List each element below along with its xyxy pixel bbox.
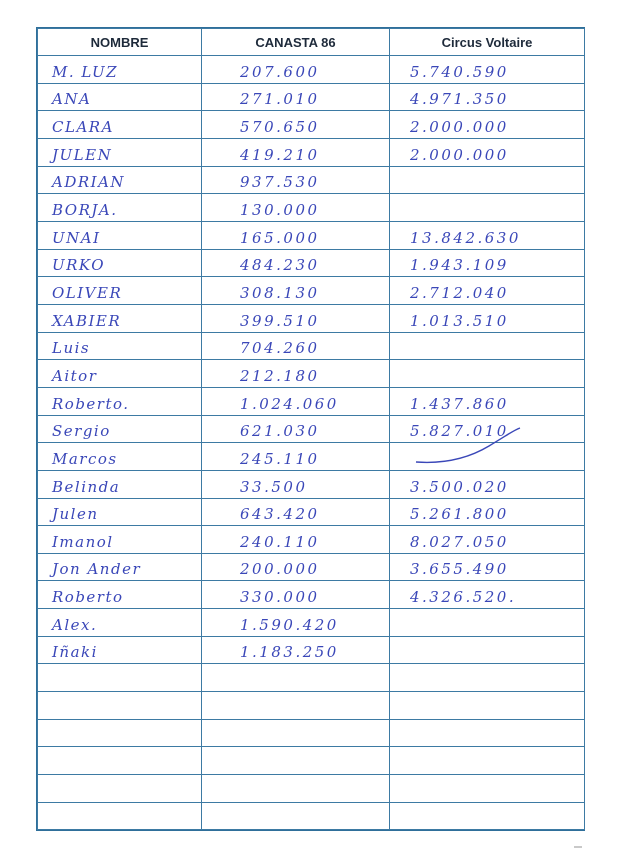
circus-cell-value: [390, 671, 410, 689]
circus-cell-value: [390, 339, 410, 357]
circus-cell-value: [390, 367, 410, 385]
table-row: [38, 470, 585, 498]
name-cell-value: JULEN: [52, 145, 113, 164]
canasta-cell: [202, 56, 390, 84]
circus-cell: [390, 138, 585, 166]
circus-cell-value: 8.027.050: [410, 532, 509, 551]
canasta-cell-value: 704.260: [240, 339, 320, 358]
canasta-cell-value: 130.000: [240, 200, 320, 219]
circus-cell: [390, 692, 585, 720]
circus-cell: [390, 332, 585, 360]
table-row: [38, 56, 585, 84]
circus-cell: [390, 719, 585, 747]
circus-cell: [390, 249, 585, 277]
circus-cell-value: [390, 782, 410, 800]
canasta-cell: [202, 83, 390, 111]
canasta-cell: [202, 138, 390, 166]
circus-cell: [390, 360, 585, 388]
circus-cell: [390, 277, 585, 305]
canasta-cell-value: 419.210: [240, 145, 320, 164]
name-cell-value: Jon Ander: [52, 560, 142, 579]
canasta-cell: [202, 553, 390, 581]
circus-cell-value: [390, 699, 410, 717]
header-nombre: NOMBRE: [38, 29, 202, 56]
canasta-cell: [202, 111, 390, 139]
table-row: [38, 221, 585, 249]
name-cell: [38, 636, 202, 664]
circus-cell: [390, 526, 585, 554]
canasta-cell: [202, 277, 390, 305]
name-cell-value: [38, 754, 52, 772]
name-cell-value: M. LUZ: [52, 62, 119, 81]
name-cell-value: OLIVER: [52, 283, 123, 302]
canasta-cell-value: 308.130: [240, 283, 320, 302]
name-cell: [38, 360, 202, 388]
circus-cell-value: 5.827.010: [410, 422, 509, 441]
circus-cell-value: 13.842.630: [410, 228, 521, 247]
name-cell-value: URKO: [52, 256, 106, 275]
name-cell: [38, 470, 202, 498]
canasta-cell-value: 271.010: [240, 90, 320, 109]
name-cell-value: Roberto.: [52, 394, 130, 413]
circus-cell-value: [390, 643, 410, 661]
circus-cell-value: 1.437.860: [410, 394, 509, 413]
name-cell: [38, 221, 202, 249]
canasta-cell: [202, 581, 390, 609]
table-row: [38, 775, 585, 803]
name-cell: [38, 719, 202, 747]
canasta-cell-value: [202, 809, 240, 827]
name-cell-value: Iñaki: [52, 643, 98, 662]
circus-cell-value: [390, 616, 410, 634]
canasta-cell: [202, 194, 390, 222]
canasta-cell-value: 937.530: [240, 173, 320, 192]
name-cell-value: Marcos: [52, 449, 118, 468]
name-cell: [38, 304, 202, 332]
circus-cell-value: 3.500.020: [410, 477, 509, 496]
table-row: [38, 332, 585, 360]
name-cell: [38, 609, 202, 637]
name-cell: [38, 138, 202, 166]
circus-cell-value: 2.712.040: [410, 283, 509, 302]
canasta-cell-value: 330.000: [240, 588, 320, 607]
header-row: [38, 29, 585, 56]
circus-cell: [390, 304, 585, 332]
name-cell-value: BORJA.: [52, 200, 118, 219]
canasta-cell: [202, 304, 390, 332]
canasta-cell: [202, 443, 390, 471]
canasta-cell-value: 240.110: [240, 532, 320, 551]
circus-cell-value: [390, 809, 410, 827]
circus-cell-value: 4.326.520.: [410, 588, 517, 607]
canasta-cell: [202, 166, 390, 194]
canasta-cell-value: [202, 782, 240, 800]
table-row: [38, 83, 585, 111]
name-cell-value: [38, 671, 52, 689]
name-cell-value: [38, 699, 52, 717]
table-row: [38, 138, 585, 166]
canasta-cell: [202, 415, 390, 443]
circus-cell: [390, 194, 585, 222]
circus-cell: [390, 636, 585, 664]
name-cell: [38, 747, 202, 775]
name-cell: [38, 332, 202, 360]
name-cell: [38, 415, 202, 443]
canasta-cell-value: 33.500: [240, 477, 308, 496]
circus-cell: [390, 221, 585, 249]
table-row: [38, 802, 585, 830]
name-cell-value: Belinda: [52, 477, 121, 496]
name-cell-value: Imanol: [52, 532, 114, 551]
table-row: [38, 747, 585, 775]
page-mark: [574, 846, 582, 848]
canasta-cell: [202, 719, 390, 747]
name-cell-value: [38, 809, 52, 827]
canasta-cell-value: 1.024.060: [240, 394, 339, 413]
circus-cell-value: 1.013.510: [410, 311, 509, 330]
name-cell: [38, 581, 202, 609]
canasta-cell-value: [202, 726, 240, 744]
name-cell: [38, 56, 202, 84]
name-cell: [38, 194, 202, 222]
canasta-cell-value: 207.600: [240, 62, 320, 81]
circus-cell-value: [390, 754, 410, 772]
canasta-cell-value: 212.180: [240, 366, 320, 385]
canasta-cell: [202, 360, 390, 388]
name-cell: [38, 498, 202, 526]
table-row: [38, 194, 585, 222]
canasta-cell: [202, 470, 390, 498]
circus-cell: [390, 802, 585, 830]
name-cell: [38, 166, 202, 194]
canasta-cell-value: 1.590.420: [240, 615, 339, 634]
canasta-cell-value: 200.000: [240, 560, 320, 579]
name-cell-value: Alex.: [52, 615, 98, 634]
name-cell: [38, 387, 202, 415]
circus-cell: [390, 775, 585, 803]
name-cell-value: Aitor: [52, 366, 98, 385]
circus-cell: [390, 387, 585, 415]
name-cell-value: XABIER: [52, 311, 122, 330]
name-cell-value: ADRIAN: [52, 173, 126, 192]
header-canasta-86: CANASTA 86: [202, 29, 390, 56]
canasta-cell: [202, 775, 390, 803]
table-row: [38, 581, 585, 609]
circus-cell-value: 1.943.109: [410, 256, 509, 275]
name-cell: [38, 277, 202, 305]
canasta-cell: [202, 692, 390, 720]
canasta-cell: [202, 332, 390, 360]
circus-cell: [390, 470, 585, 498]
table-row: [38, 636, 585, 664]
canasta-cell: [202, 609, 390, 637]
strike-scribble: [414, 424, 524, 468]
name-cell: [38, 83, 202, 111]
canasta-cell-value: 643.420: [240, 505, 320, 524]
circus-cell-value: [390, 450, 410, 468]
name-cell: [38, 553, 202, 581]
circus-cell-value: 5.261.800: [410, 505, 509, 524]
circus-cell: [390, 83, 585, 111]
name-cell-value: Roberto: [52, 588, 124, 607]
table-row: [38, 277, 585, 305]
circus-cell: [390, 553, 585, 581]
circus-cell: [390, 581, 585, 609]
table-row: [38, 360, 585, 388]
circus-cell-value: 3.655.490: [410, 560, 509, 579]
canasta-cell: [202, 221, 390, 249]
table-row: [38, 166, 585, 194]
name-cell-value: UNAI: [52, 228, 101, 247]
canasta-cell-value: 484.230: [240, 256, 320, 275]
table-row: [38, 249, 585, 277]
canasta-cell-value: 621.030: [240, 422, 320, 441]
table-row: [38, 553, 585, 581]
header-circus-voltaire: Circus Voltaire: [390, 29, 585, 56]
circus-cell: [390, 166, 585, 194]
circus-cell-value: 5.740.590: [410, 62, 509, 81]
table-row: [38, 719, 585, 747]
circus-cell: [390, 747, 585, 775]
canasta-cell-value: [202, 699, 240, 717]
canasta-cell: [202, 387, 390, 415]
name-cell-value: Luis: [52, 339, 91, 358]
canasta-cell: [202, 747, 390, 775]
canasta-cell-value: 399.510: [240, 311, 320, 330]
canasta-cell-value: 165.000: [240, 228, 320, 247]
canasta-cell: [202, 664, 390, 692]
table-row: [38, 609, 585, 637]
name-cell-value: CLARA: [52, 117, 114, 136]
circus-cell-value: [390, 201, 410, 219]
circus-cell-value: 4.971.350: [410, 90, 509, 109]
table-row: [38, 387, 585, 415]
name-cell-value: Sergio: [52, 422, 111, 441]
table-row: [38, 304, 585, 332]
table-row: [38, 111, 585, 139]
canasta-cell: [202, 802, 390, 830]
name-cell-value: ANA: [52, 90, 92, 109]
name-cell: [38, 692, 202, 720]
name-cell-value: [38, 726, 52, 744]
table-row: [38, 692, 585, 720]
canasta-cell-value: 1.183.250: [240, 643, 339, 662]
name-cell: [38, 802, 202, 830]
circus-cell: [390, 664, 585, 692]
canasta-cell: [202, 636, 390, 664]
name-cell: [38, 443, 202, 471]
canasta-cell-value: 245.110: [240, 449, 320, 468]
circus-cell-value: [390, 173, 410, 191]
name-cell: [38, 526, 202, 554]
circus-cell-value: 2.000.000: [410, 117, 509, 136]
name-cell: [38, 775, 202, 803]
name-cell: [38, 111, 202, 139]
circus-cell-value: [390, 726, 410, 744]
canasta-cell-value: 570.650: [240, 117, 320, 136]
name-cell-value: Julen: [52, 505, 99, 524]
canasta-cell-value: [202, 671, 240, 689]
name-cell: [38, 249, 202, 277]
canasta-cell: [202, 249, 390, 277]
name-cell-value: [38, 782, 52, 800]
circus-cell: [390, 498, 585, 526]
circus-cell: [390, 609, 585, 637]
name-cell: [38, 664, 202, 692]
table-row: [38, 498, 585, 526]
circus-cell-value: 2.000.000: [410, 145, 509, 164]
circus-cell: [390, 111, 585, 139]
circus-cell: [390, 56, 585, 84]
canasta-cell: [202, 526, 390, 554]
canasta-cell-value: [202, 754, 240, 772]
canasta-cell: [202, 498, 390, 526]
table-row: [38, 664, 585, 692]
table-row: [38, 526, 585, 554]
